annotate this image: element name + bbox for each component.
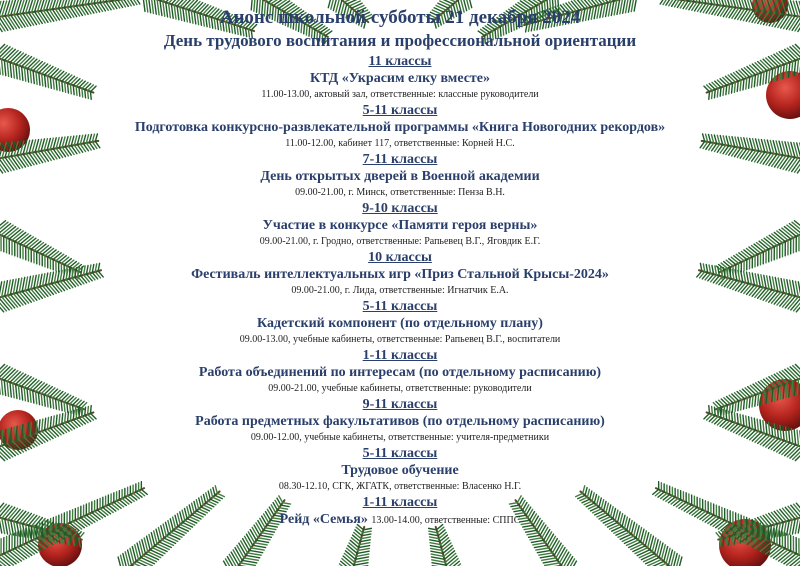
event-title: Участие в конкурсе «Памяти героя верны» [262, 218, 538, 233]
section-1 [0, 53, 800, 101]
event-title: День открытых дверей в Военной академии [260, 169, 540, 184]
section-3 [0, 151, 800, 199]
section-8 [0, 396, 800, 444]
grade-label: 5-11 классы [362, 299, 438, 314]
grade-label: 5-11 классы [362, 446, 438, 461]
grade-label: 9-11 классы [362, 397, 438, 412]
event-details: 13.00-14.00, ответственные: СППС [371, 515, 521, 526]
grade-label: 7-11 классы [362, 152, 438, 167]
event-title: Работа объединений по интересам (по отдельному расписанию) [198, 365, 602, 380]
event-title: КТД «Украсим елку вместе» [309, 71, 491, 86]
page-title: Анонс школьной субботы 21 декабря 2024 [219, 7, 581, 28]
event-title: Рейд «Семья» [279, 512, 368, 527]
event-details: 09.00-21.00, учебные кабинеты, ответственные: руководители [268, 383, 532, 394]
event-details: 09.00-12.00, учебные кабинеты, ответственные: учителя-предметники [250, 432, 550, 443]
section-7 [0, 347, 800, 395]
grade-label: 11 классы [368, 54, 432, 69]
event-details: 11.00-13.00, актовый зал, ответственные: классные руководители [261, 89, 539, 100]
event-title: Подготовка конкурсно-развлекательной программы «Книга Новогодних рекордов» [134, 120, 666, 135]
section-5 [0, 249, 800, 297]
event-details: 08.30-12.10, СГК, ЖГАТК, ответственные: Власенко Н.Г. [278, 481, 522, 492]
section-2 [0, 102, 800, 150]
event-details: 09.00-21.00, г. Лида, ответственные: Игнатчик Е.А. [291, 285, 509, 296]
grade-label: 1-11 классы [362, 348, 438, 363]
event-title: Трудовое обучение [341, 463, 459, 478]
event-title: Фестиваль интеллектуальных игр «Приз Стальной Крысы-2024» [191, 267, 609, 282]
event-title: Кадетский компонент (по отдельному плану) [257, 316, 543, 331]
event-details: 11.00-12.00, кабинет 117, ответственные: Корней Н.С. [285, 138, 515, 149]
event-title: Работа предметных факультативов (по отдельному расписанию) [195, 414, 605, 429]
announcement [0, 6, 800, 530]
section-10 [0, 494, 800, 530]
section-4 [0, 200, 800, 248]
grade-label: 5-11 классы [362, 103, 438, 118]
event-details: 09.00-21.00, г. Минск, ответственные: Пенза В.Н. [295, 187, 505, 198]
page-subtitle: День трудового воспитания и профессиональной ориентации [163, 31, 637, 50]
grade-label: 1-11 классы [362, 495, 438, 510]
section-6 [0, 298, 800, 346]
fir-branch [338, 525, 371, 566]
grade-label: 9-10 классы [362, 201, 438, 216]
event-details: 09.00-21.00, г. Гродно, ответственные: Рапьевец В.Г., Яговдик Е.Г. [259, 236, 541, 247]
event-title-line [0, 511, 800, 530]
event-details: 09.00-13.00, учебные кабинеты, ответственные: Рапьевец В.Г., воспитатели [239, 334, 561, 345]
fir-branch [429, 525, 462, 566]
grade-label: 10 классы [368, 250, 432, 265]
section-9 [0, 445, 800, 493]
